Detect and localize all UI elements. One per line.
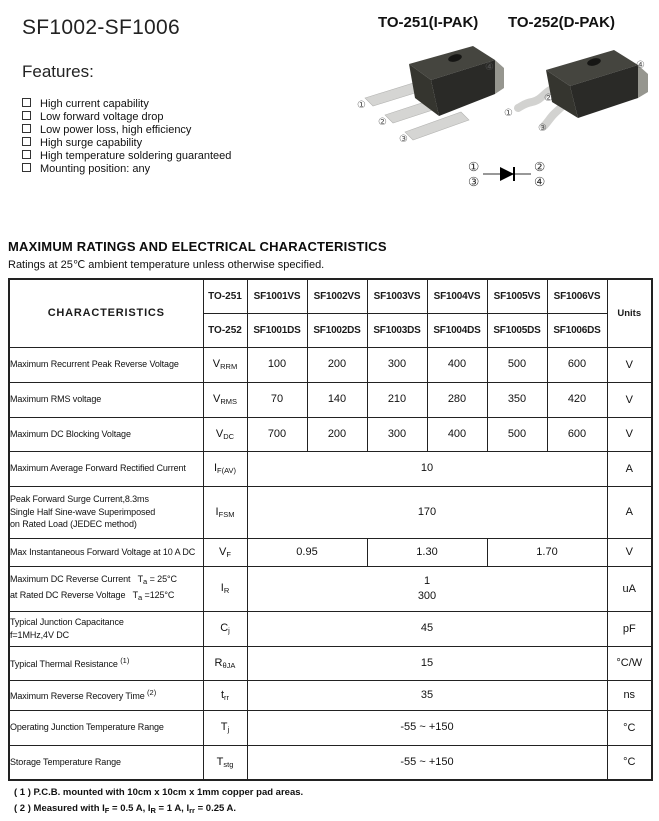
package-header-to252: TO-252: [203, 313, 247, 347]
value-cell: 300: [367, 347, 427, 382]
value-cell: 140: [307, 382, 367, 417]
features-heading: Features:: [22, 62, 94, 81]
checkbox-icon: [22, 98, 31, 107]
feature-item: [22, 150, 231, 163]
pin1-label: ①: [357, 100, 366, 111]
footnote-2: ( 2 ) Measured with $I_F = 0.5$ A, $I_R = 1$ A, $I_{rr} = 0.25$ A.: [14, 803, 237, 815]
characteristic-label: Typical Thermal Resistance $^{(1)}$: [9, 646, 203, 680]
characteristic-label: Operating Junction Temperature Range: [9, 710, 203, 745]
checkbox-icon: [22, 137, 31, 146]
characteristic-label: Peak Forward Surge Current,8.3ms Single Half Sine-wave Superimposed on Rated Load (JEDEC method): [9, 486, 203, 538]
table-header-row: [9, 279, 652, 313]
part-number-title: SF1002-SF1006: [22, 16, 180, 39]
value-cell: 1.70: [487, 538, 607, 566]
characteristic-label: Typical Junction Capacitance f=1MHz,4V DC: [9, 611, 203, 646]
feature-item: [22, 111, 231, 124]
characteristic-label: Maximum Recurrent Peak Reverse Voltage: [9, 347, 203, 382]
unit-cell: V: [607, 347, 652, 382]
diode-pin-diagram: [455, 152, 575, 202]
value-cell: 70: [247, 382, 307, 417]
unit-cell: °C: [607, 710, 652, 745]
value-cell: 10: [247, 451, 607, 486]
table-row: [9, 646, 652, 680]
value-cell: 500: [487, 417, 547, 451]
part-number-header: SF1002DS: [307, 313, 367, 347]
table-row: [9, 745, 652, 780]
table-row: [9, 417, 652, 451]
value-cell: -55 ~ +150: [247, 710, 607, 745]
table-row: [9, 680, 652, 710]
unit-cell: V: [607, 538, 652, 566]
value-cell: 200: [307, 417, 367, 451]
part-number-header: SF1004DS: [427, 313, 487, 347]
symbol-cell: $V_{RRM}$: [203, 347, 247, 382]
table-row: [9, 566, 652, 611]
value-cell: 170: [247, 486, 607, 538]
part-number-header: SF1006DS: [547, 313, 607, 347]
symbol-cell: $V_{DC}$: [203, 417, 247, 451]
value-cell: 15: [247, 646, 607, 680]
value-cell: 300: [367, 417, 427, 451]
part-number-header: SF1004VS: [427, 279, 487, 313]
value-cell: 35: [247, 680, 607, 710]
unit-cell: uA: [607, 566, 652, 611]
feature-item: [22, 124, 231, 137]
symbol-cell: $C_j$: [203, 611, 247, 646]
part-number-header: SF1003DS: [367, 313, 427, 347]
value-cell: 280: [427, 382, 487, 417]
value-cell: 600: [547, 347, 607, 382]
table-row: [9, 382, 652, 417]
ratings-table: [8, 278, 653, 781]
unit-cell: °C/W: [607, 646, 652, 680]
pin1-label: ①: [504, 108, 513, 119]
symbol-cell: $I_R$: [203, 566, 247, 611]
value-cell: 1 300: [247, 566, 607, 611]
to251-package-label: TO-251(I-PAK): [378, 14, 479, 31]
characteristic-label: Storage Temperature Range: [9, 745, 203, 780]
section-subheading: Ratings at 25℃ ambient temperature unless otherwise specified.: [8, 259, 325, 271]
value-cell: 100: [247, 347, 307, 382]
features-list: [22, 98, 231, 176]
package-header-to251: TO-251: [203, 279, 247, 313]
part-number-header: SF1001DS: [247, 313, 307, 347]
symbol-cell: $R_{\theta JA}$: [203, 646, 247, 680]
pin3-label: ③: [399, 134, 408, 145]
feature-item: [22, 163, 231, 176]
table-row: [9, 611, 652, 646]
characteristic-label: Maximum Average Forward Rectified Current: [9, 451, 203, 486]
pin2-label: ②: [378, 117, 387, 128]
pin3-label: ③: [538, 123, 547, 134]
characteristic-label: Max Instantaneous Forward Voltage at 10 A DC: [9, 538, 203, 566]
unit-cell: pF: [607, 611, 652, 646]
part-number-header: SF1005VS: [487, 279, 547, 313]
feature-item: [22, 137, 231, 150]
checkbox-icon: [22, 111, 31, 120]
value-cell: -55 ~ +150: [247, 745, 607, 780]
table-row: [9, 486, 652, 538]
symbol-cell: $t_{rr}$: [203, 680, 247, 710]
section-heading: MAXIMUM RATINGS AND ELECTRICAL CHARACTERISTICS: [8, 239, 387, 254]
value-cell: 210: [367, 382, 427, 417]
diode-pin3-label: ③: [468, 174, 480, 189]
symbol-cell: $V_F$: [203, 538, 247, 566]
value-cell: 500: [487, 347, 547, 382]
unit-cell: V: [607, 382, 652, 417]
value-cell: 400: [427, 417, 487, 451]
part-number-header: SF1006VS: [547, 279, 607, 313]
diode-pin4-label: ④: [534, 174, 546, 189]
value-cell: 45: [247, 611, 607, 646]
checkbox-icon: [22, 150, 31, 159]
part-number-header: SF1002VS: [307, 279, 367, 313]
characteristics-header: CHARACTERISTICS: [9, 279, 203, 347]
unit-cell: V: [607, 417, 652, 451]
feature-text: High surge capability: [40, 137, 143, 149]
symbol-cell: $T_j$: [203, 710, 247, 745]
characteristic-label: Maximum RMS voltage: [9, 382, 203, 417]
pin4-label: ④: [485, 62, 494, 73]
value-cell: 0.95: [247, 538, 367, 566]
symbol-cell: $T_{stg}$: [203, 745, 247, 780]
unit-cell: A: [607, 451, 652, 486]
feature-text: High temperature soldering guaranteed: [40, 150, 232, 162]
pin2-label: ②: [544, 93, 553, 104]
part-number-header: SF1003VS: [367, 279, 427, 313]
feature-text: Low power loss, high efficiency: [40, 124, 192, 136]
feature-text: Low forward voltage drop: [40, 111, 164, 123]
feature-item: [22, 98, 231, 111]
footnote-1: ( 1 ) P.C.B. mounted with 10cm x 10cm x 1mm copper pad areas.: [14, 787, 304, 798]
to252-package-label: TO-252(D-PAK): [508, 14, 615, 31]
table-row: [9, 710, 652, 745]
checkbox-icon: [22, 163, 31, 172]
unit-cell: ns: [607, 680, 652, 710]
value-cell: 200: [307, 347, 367, 382]
feature-text: High current capability: [40, 98, 149, 110]
units-header: Units: [607, 279, 652, 347]
feature-text: Mounting position: any: [40, 163, 151, 175]
symbol-cell: $V_{RMS}$: [203, 382, 247, 417]
diode-pin2-label: ②: [534, 159, 546, 174]
table-row: [9, 347, 652, 382]
unit-cell: A: [607, 486, 652, 538]
part-number-header: SF1005DS: [487, 313, 547, 347]
value-cell: 420: [547, 382, 607, 417]
value-cell: 600: [547, 417, 607, 451]
to251-package-image: [355, 38, 505, 152]
value-cell: 700: [247, 417, 307, 451]
characteristic-label: Maximum DC Blocking Voltage: [9, 417, 203, 451]
value-cell: 400: [427, 347, 487, 382]
value-cell: 1.30: [367, 538, 487, 566]
table-row: [9, 451, 652, 486]
unit-cell: °C: [607, 745, 652, 780]
diode-pin1-label: ①: [468, 159, 480, 174]
characteristic-label: Maximum DC Reverse Current $T_a = 25^\circ C$ at Rated DC Reverse Voltage $T_a =125^\circ C$: [9, 566, 203, 611]
characteristic-label: Maximum Reverse Recovery Time $^{(2)}$: [9, 680, 203, 710]
part-number-header: SF1001VS: [247, 279, 307, 313]
diode-symbol: [500, 167, 514, 181]
symbol-cell: $I_{F(AV)}$: [203, 451, 247, 486]
symbol-cell: $I_{FSM}$: [203, 486, 247, 538]
value-cell: 350: [487, 382, 547, 417]
table-row: [9, 538, 652, 566]
pin4-label: ④: [636, 60, 645, 71]
to252-package-image: [498, 38, 658, 152]
checkbox-icon: [22, 124, 31, 133]
